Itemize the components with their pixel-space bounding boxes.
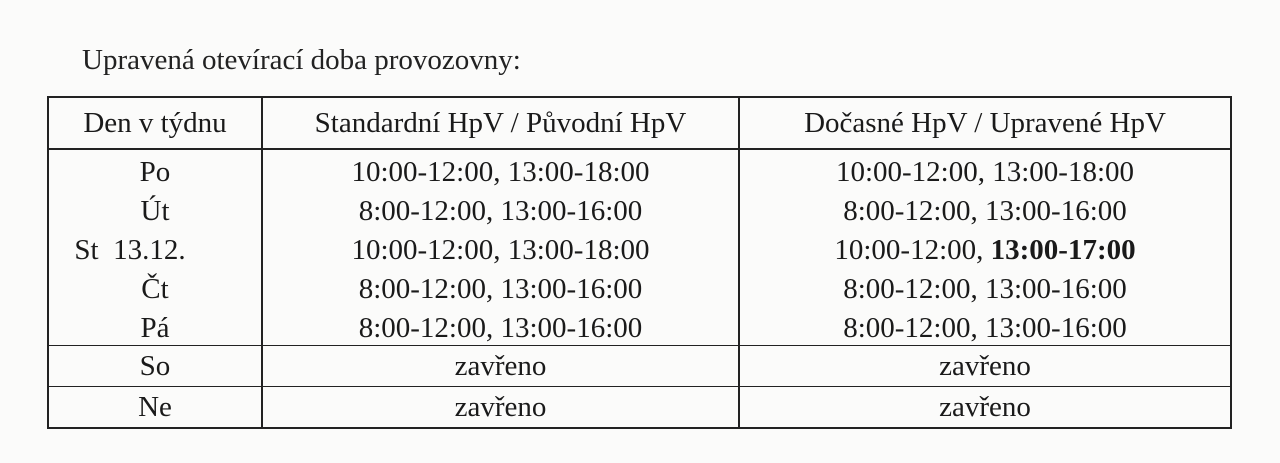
header-temporary-hours: Dočasné HpV / Upravené HpV [739,97,1231,149]
day-cell: So [48,346,262,387]
temporary-hours-cell: 10:00-12:00, 13:00-18:00 [739,149,1231,189]
day-cell: St 13.12. [48,228,262,267]
temporary-hours-cell: 8:00-12:00, 13:00-16:00 [739,189,1231,228]
day-cell: Út [48,189,262,228]
standard-hours-cell: 10:00-12:00, 13:00-18:00 [262,228,739,267]
day-cell: Po [48,149,262,189]
temporary-hours-cell: 8:00-12:00, 13:00-16:00 [739,306,1231,346]
table-row [48,267,1231,306]
standard-hours-cell: 8:00-12:00, 13:00-16:00 [262,189,739,228]
table-row [48,346,1231,387]
table-row [48,189,1231,228]
header-standard-hours: Standardní HpV / Původní HpV [262,97,739,149]
day-cell: Ne [48,387,262,429]
standard-hours-cell: 8:00-12:00, 13:00-16:00 [262,306,739,346]
temporary-hours-prefix: 10:00-12:00, [834,234,991,266]
header-day: Den v týdnu [48,97,262,149]
standard-hours-cell: zavřeno [262,346,739,387]
table-row [48,387,1231,429]
table-header-row [48,97,1231,149]
table-row [48,149,1231,189]
opening-hours-table [47,96,1232,429]
standard-hours-cell: 10:00-12:00, 13:00-18:00 [262,149,739,189]
day-cell: Čt [48,267,262,306]
day-cell: Pá [48,306,262,346]
standard-hours-cell: 8:00-12:00, 13:00-16:00 [262,267,739,306]
temporary-hours-cell: zavřeno [739,387,1231,429]
temporary-hours-changed: 13:00-17:00 [990,234,1136,266]
standard-hours-cell: zavřeno [262,387,739,429]
page-title: Upravená otevírací doba provozovny: [82,44,521,76]
temporary-hours-cell [739,228,1231,267]
table-row [48,228,1231,267]
temporary-hours-cell: 8:00-12:00, 13:00-16:00 [739,267,1231,306]
table-row [48,306,1231,346]
temporary-hours-cell: zavřeno [739,346,1231,387]
